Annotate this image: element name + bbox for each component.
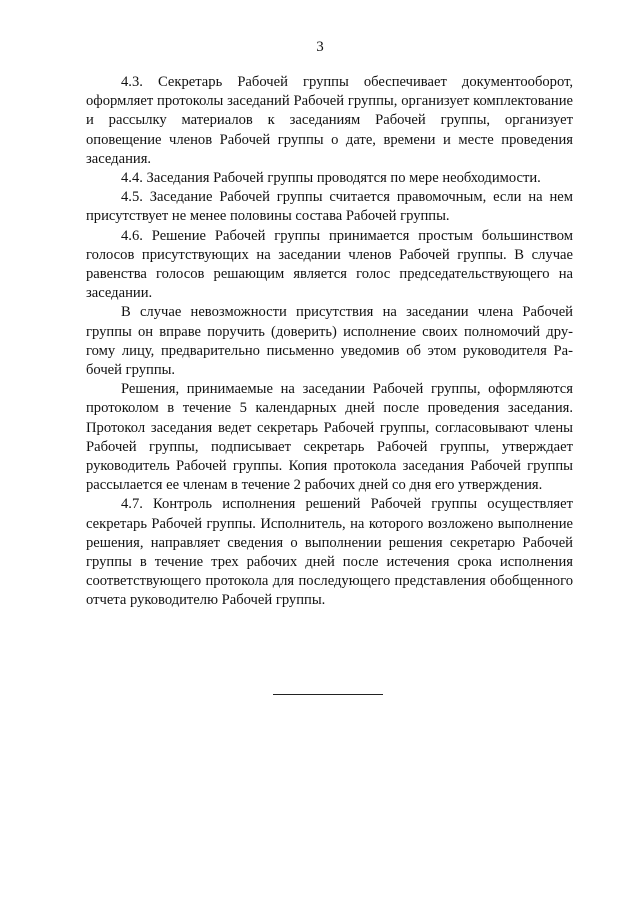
paragraph-4-6: 4.6. Решение Рабочей группы принимается простым большинством голосов присутствующих на заседании членов Рабочей группы. В случае равенства голосов решающим является голос председательствующего на заседании.: [86, 227, 573, 302]
end-separator-line: [273, 694, 383, 695]
paragraph-4-3: 4.3. Секретарь Рабочей группы обеспечивает документооборот, оформляет протоколы заседаний Рабочей группы, организует комплектование и рассылку материалов к заседаниям Рабочей группы, организует оповещение членов Рабочей группы о дате, времени и месте проведения заседания.: [86, 74, 573, 167]
paragraph-protocol: Решения, принимаемые на заседании Рабочей группы, оформляются протоколом в течение 5 календарных дней после проведения заседания. Протокол заседания ведет секретарь Рабочей группы, согласовывают члены Рабочей группы, подписывает секретарь Рабочей группы, утверждает руководитель Рабочей группы. Копия протокола заседания Рабочей группы рассылается ее членам в течение 2 рабочих дней со дня его утверждения.: [86, 381, 573, 494]
document-body: [86, 73, 573, 611]
paragraph-4-5: 4.5. Заседание Рабочей группы считается правомочным, если на нем присутствует не менее половины состава Рабочей группы.: [86, 189, 573, 225]
paragraph-4-7: 4.7. Контроль исполнения решений Рабочей группы осуществляет секретарь Рабочей группы. Исполнитель, на которого возложено выполнение решения, направляет сведения о выполнении решения секретарю Рабочей группы в течение трех рабочих дней после истечения срока исполнения соответствующего протокола для последующего представления обобщенного отчета руководителю Рабочей группы.: [86, 496, 573, 609]
page-number: 3: [316, 39, 324, 55]
paragraph-delegation: В случае невозможности присутствия на заседании члена Рабочей группы он вправе поручить (доверить) исполнение своих полномочий другому лицу, предварительно письменно уведомив об этом руководителя Рабочей группы.: [86, 304, 573, 379]
paragraph-4-4: 4.4. Заседания Рабочей группы проводятся по мере необходимости.: [121, 170, 541, 187]
